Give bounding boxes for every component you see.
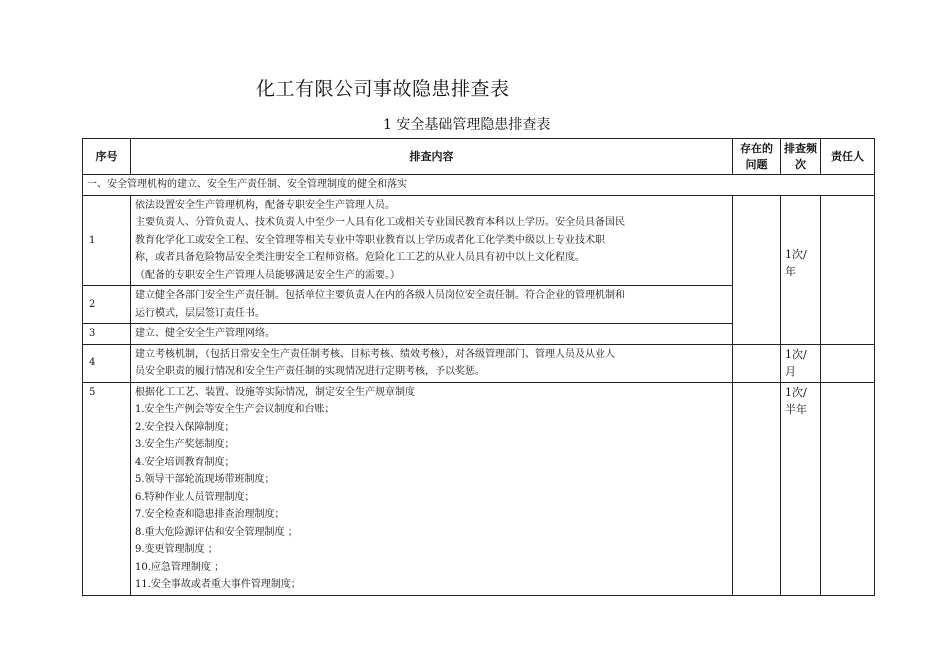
- row-seq: 2: [83, 286, 131, 324]
- freq-line: 月: [785, 365, 796, 378]
- content-line: 9.变更管理制度 ；: [135, 544, 218, 555]
- row-content: [131, 324, 733, 345]
- table-header-row: [83, 139, 875, 175]
- content-line: 4.安全培训教育制度；: [135, 456, 235, 468]
- content-line: 建立考核机制，（包括日常安全生产责任制考核、目标考核、绩效考核），对各级管理部门、管理人员及从业人: [135, 348, 615, 360]
- freq-line: 半年: [785, 403, 807, 416]
- row-problem-cell: [733, 344, 781, 382]
- content-line: 称，或者具备危险物品安全类注册安全工程师资格。危险化工工艺的从业人员具有初中以上文化程度。: [135, 252, 585, 263]
- table-row: [83, 344, 875, 382]
- content-line: 员安全职责的履行情况和安全生产责任制的实现情况进行定期考核，予以奖惩。: [135, 366, 485, 377]
- freq-line: 1次/: [785, 247, 807, 261]
- content-line: 根据化工工艺、装置、设施等实际情况，制定安全生产规章制度: [135, 386, 415, 398]
- row-seq: 1: [83, 195, 131, 286]
- header-freq: 排查频次: [781, 139, 821, 175]
- content-line: 3.安全生产奖惩制度；: [135, 439, 235, 450]
- content-line: 教育化学化工或安全工程、安全管理等相关专业中等职业教育以上学历或者化工化学类中级以上专业技术职: [135, 234, 605, 246]
- content-line: 8.重大危险源评估和安全管理制度 ；: [135, 526, 298, 538]
- freq-line: 1次/: [785, 347, 807, 361]
- content-line: 5.领导干部轮流现场带班制度；: [135, 474, 275, 485]
- section-heading: 一、安全管理机构的建立、安全生产责任制、安全管理制度的健全和落实: [83, 175, 875, 196]
- row-content: [131, 382, 733, 595]
- content-line: 6.特种作业人员管理制度；: [135, 491, 255, 503]
- row-content: [131, 195, 733, 286]
- row-freq: [781, 344, 821, 382]
- freq-line: 年: [785, 265, 796, 278]
- content-line: 2.安全投入保障制度；: [135, 421, 235, 433]
- row-responsible-cell: [821, 344, 875, 382]
- content-line: 7.安全检查和隐患排查治理制度；: [135, 509, 285, 520]
- row-content: [131, 344, 733, 382]
- header-seq: 序号: [83, 139, 131, 175]
- row-problem-cell: [733, 195, 781, 344]
- freq-line: 1次/: [785, 385, 807, 399]
- content-line: 1.安全生产例会等安全生产会议制度和台账；: [135, 404, 335, 415]
- header-problem: 存在的问题: [733, 139, 781, 175]
- content-line: 建立、健全安全生产管理网络。: [135, 328, 275, 339]
- content-line: （配备的专职安全生产管理人员能够满足安全生产的需要。）: [135, 269, 400, 281]
- row-problem-cell: [733, 382, 781, 595]
- row-responsible-cell: [821, 195, 875, 344]
- row-responsible-cell: [821, 382, 875, 595]
- content-line: 主要负责人、分管负责人、技术负责人中至少一人具有化工或相关专业国民教育本科以上学历。安全员具备国民: [135, 217, 625, 228]
- row-seq: 3: [83, 324, 131, 345]
- row-freq: [781, 382, 821, 595]
- header-content: 排查内容: [131, 139, 733, 175]
- table-row: [83, 195, 875, 286]
- header-responsible: 责任人: [821, 139, 875, 175]
- content-line: 运行模式，层层签订责任书。: [135, 307, 265, 319]
- content-line: 10.应急管理制度 ；: [135, 561, 225, 573]
- row-freq: [781, 195, 821, 344]
- row-seq: 5: [83, 382, 131, 595]
- row-seq: 4: [83, 344, 131, 382]
- page-subtitle: 1 安全基础管理隐患排查表: [383, 117, 551, 133]
- inspection-table: [82, 138, 875, 596]
- content-line: 11.安全事故或者重大事件管理制度；: [135, 579, 301, 590]
- section-row: [83, 175, 875, 196]
- table-row: [83, 382, 875, 595]
- page-title: 化工有限公司事故隐患排查表: [256, 78, 510, 100]
- content-line: 依法设置安全生产管理机构，配备专职安全生产管理人员。: [135, 199, 395, 211]
- row-content: [131, 286, 733, 324]
- content-line: 建立健全各部门安全生产责任制。包括单位主要负责人在内的各级人员岗位安全责任制。符合企业的管理机制和: [135, 290, 625, 301]
